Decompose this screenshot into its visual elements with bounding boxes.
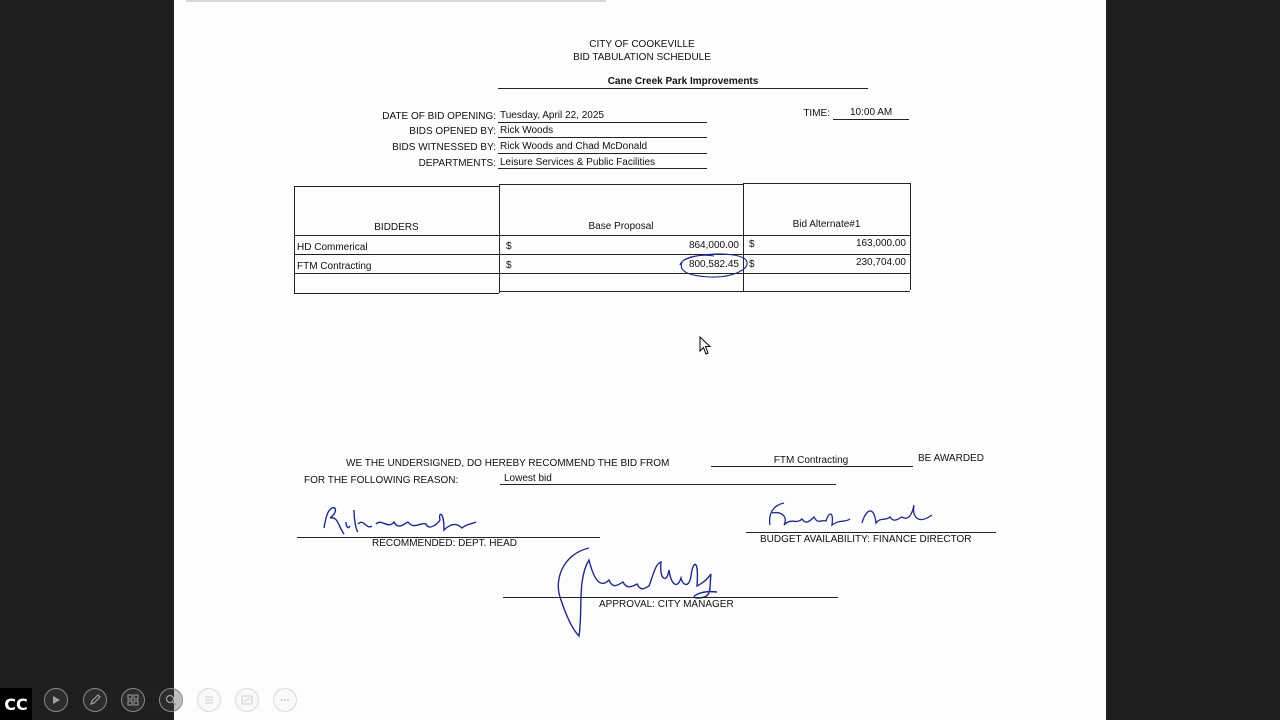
recommend-lead: WE THE UNDERSIGNED, DO HEREBY RECOMMEND THE BID FROM xyxy=(346,458,670,469)
table-row-rule-1 xyxy=(294,254,910,255)
header-bid-alternate: Bid Alternate#1 xyxy=(792,219,861,230)
table-header-rule xyxy=(294,235,910,236)
finance-signature xyxy=(762,495,942,537)
table-bottom-right xyxy=(499,291,910,292)
document-page xyxy=(174,0,1106,720)
witnessed-label: BIDS WITNESSED BY: xyxy=(392,142,496,153)
row-1-alt-currency: $ xyxy=(749,239,755,250)
project-underline xyxy=(498,88,868,89)
header-base-proposal: Base Proposal xyxy=(588,221,654,232)
row-1-base-currency: $ xyxy=(506,241,512,252)
pen-icon[interactable] xyxy=(83,688,107,712)
finance-label: BUDGET AVAILABILITY: FINANCE DIRECTOR xyxy=(760,534,972,545)
row-1-alt-value: 163,000.00 xyxy=(855,238,906,249)
bid-table xyxy=(294,183,911,293)
row-1-base-value: 864,000.00 xyxy=(688,240,739,251)
row-2-alt-value: 230,704.00 xyxy=(855,257,906,268)
closed-captions-button[interactable]: CC xyxy=(0,688,32,720)
dept-underline xyxy=(498,168,707,169)
date-value: Tuesday, April 22, 2025 xyxy=(500,110,604,121)
table-border-top-left xyxy=(294,186,499,187)
table-border-left xyxy=(294,186,295,293)
play-icon[interactable] xyxy=(44,688,68,712)
time-label: TIME: xyxy=(803,108,830,119)
dept-label: DEPARTMENTS: xyxy=(418,158,496,169)
recommend-tail: BE AWARDED xyxy=(918,453,984,464)
date-label: DATE OF BID OPENING: xyxy=(382,111,496,122)
manager-line xyxy=(503,597,838,598)
table-row-rule-2 xyxy=(294,273,910,274)
notes-icon[interactable] xyxy=(197,688,221,712)
table-border-top-right xyxy=(743,183,910,184)
table-divider-1 xyxy=(499,184,500,293)
slides-icon[interactable] xyxy=(121,688,145,712)
table-bottom-left xyxy=(294,293,499,294)
dept-value: Leisure Services & Public Facilities xyxy=(500,157,656,168)
opened-label: BIDS OPENED BY: xyxy=(409,126,496,137)
opened-underline xyxy=(498,137,707,138)
manager-signature xyxy=(549,540,749,640)
slideshow-toolbar xyxy=(0,680,330,720)
reason-underline xyxy=(500,484,836,485)
manager-label: APPROVAL: CITY MANAGER xyxy=(599,599,734,610)
finance-line xyxy=(746,532,996,533)
row-2-alt-currency: $ xyxy=(749,259,755,270)
row-1-bidder: HD Commerical xyxy=(297,242,368,253)
witnessed-value: Rick Woods and Chad McDonald xyxy=(500,141,648,152)
page-edge xyxy=(186,0,606,2)
row-2-base-value: 800,582.45 xyxy=(688,259,739,270)
opened-value: Rick Woods xyxy=(500,125,554,136)
witnessed-underline xyxy=(498,153,707,154)
row-2-base-currency: $ xyxy=(506,260,512,271)
table-border-top-mid xyxy=(499,184,743,185)
time-value: 10:00 AM xyxy=(850,107,893,118)
reason-label: FOR THE FOLLOWING REASON: xyxy=(304,475,459,486)
reason-value: Lowest bid xyxy=(504,473,552,484)
company-underline xyxy=(711,466,913,467)
date-underline xyxy=(498,122,707,123)
row-2-bidder: FTM Contracting xyxy=(297,261,372,272)
doc-title: BID TABULATION SCHEDULE xyxy=(573,52,711,63)
org-name: CITY OF COOKEVILLE xyxy=(589,39,695,50)
zoom-icon[interactable] xyxy=(159,688,183,712)
table-border-right xyxy=(910,183,911,290)
recommended-company: FTM Contracting xyxy=(773,455,849,466)
handwritten-circle xyxy=(674,248,754,282)
mouse-cursor-icon xyxy=(699,336,713,356)
more-icon[interactable] xyxy=(273,688,297,712)
header-bidders: BIDDERS xyxy=(374,222,419,233)
dept-head-label: RECOMMENDED: DEPT. HEAD xyxy=(372,538,518,549)
screen-icon[interactable] xyxy=(235,688,259,712)
project-title: Cane Creek Park Improvements xyxy=(607,76,759,87)
time-underline xyxy=(833,119,909,120)
